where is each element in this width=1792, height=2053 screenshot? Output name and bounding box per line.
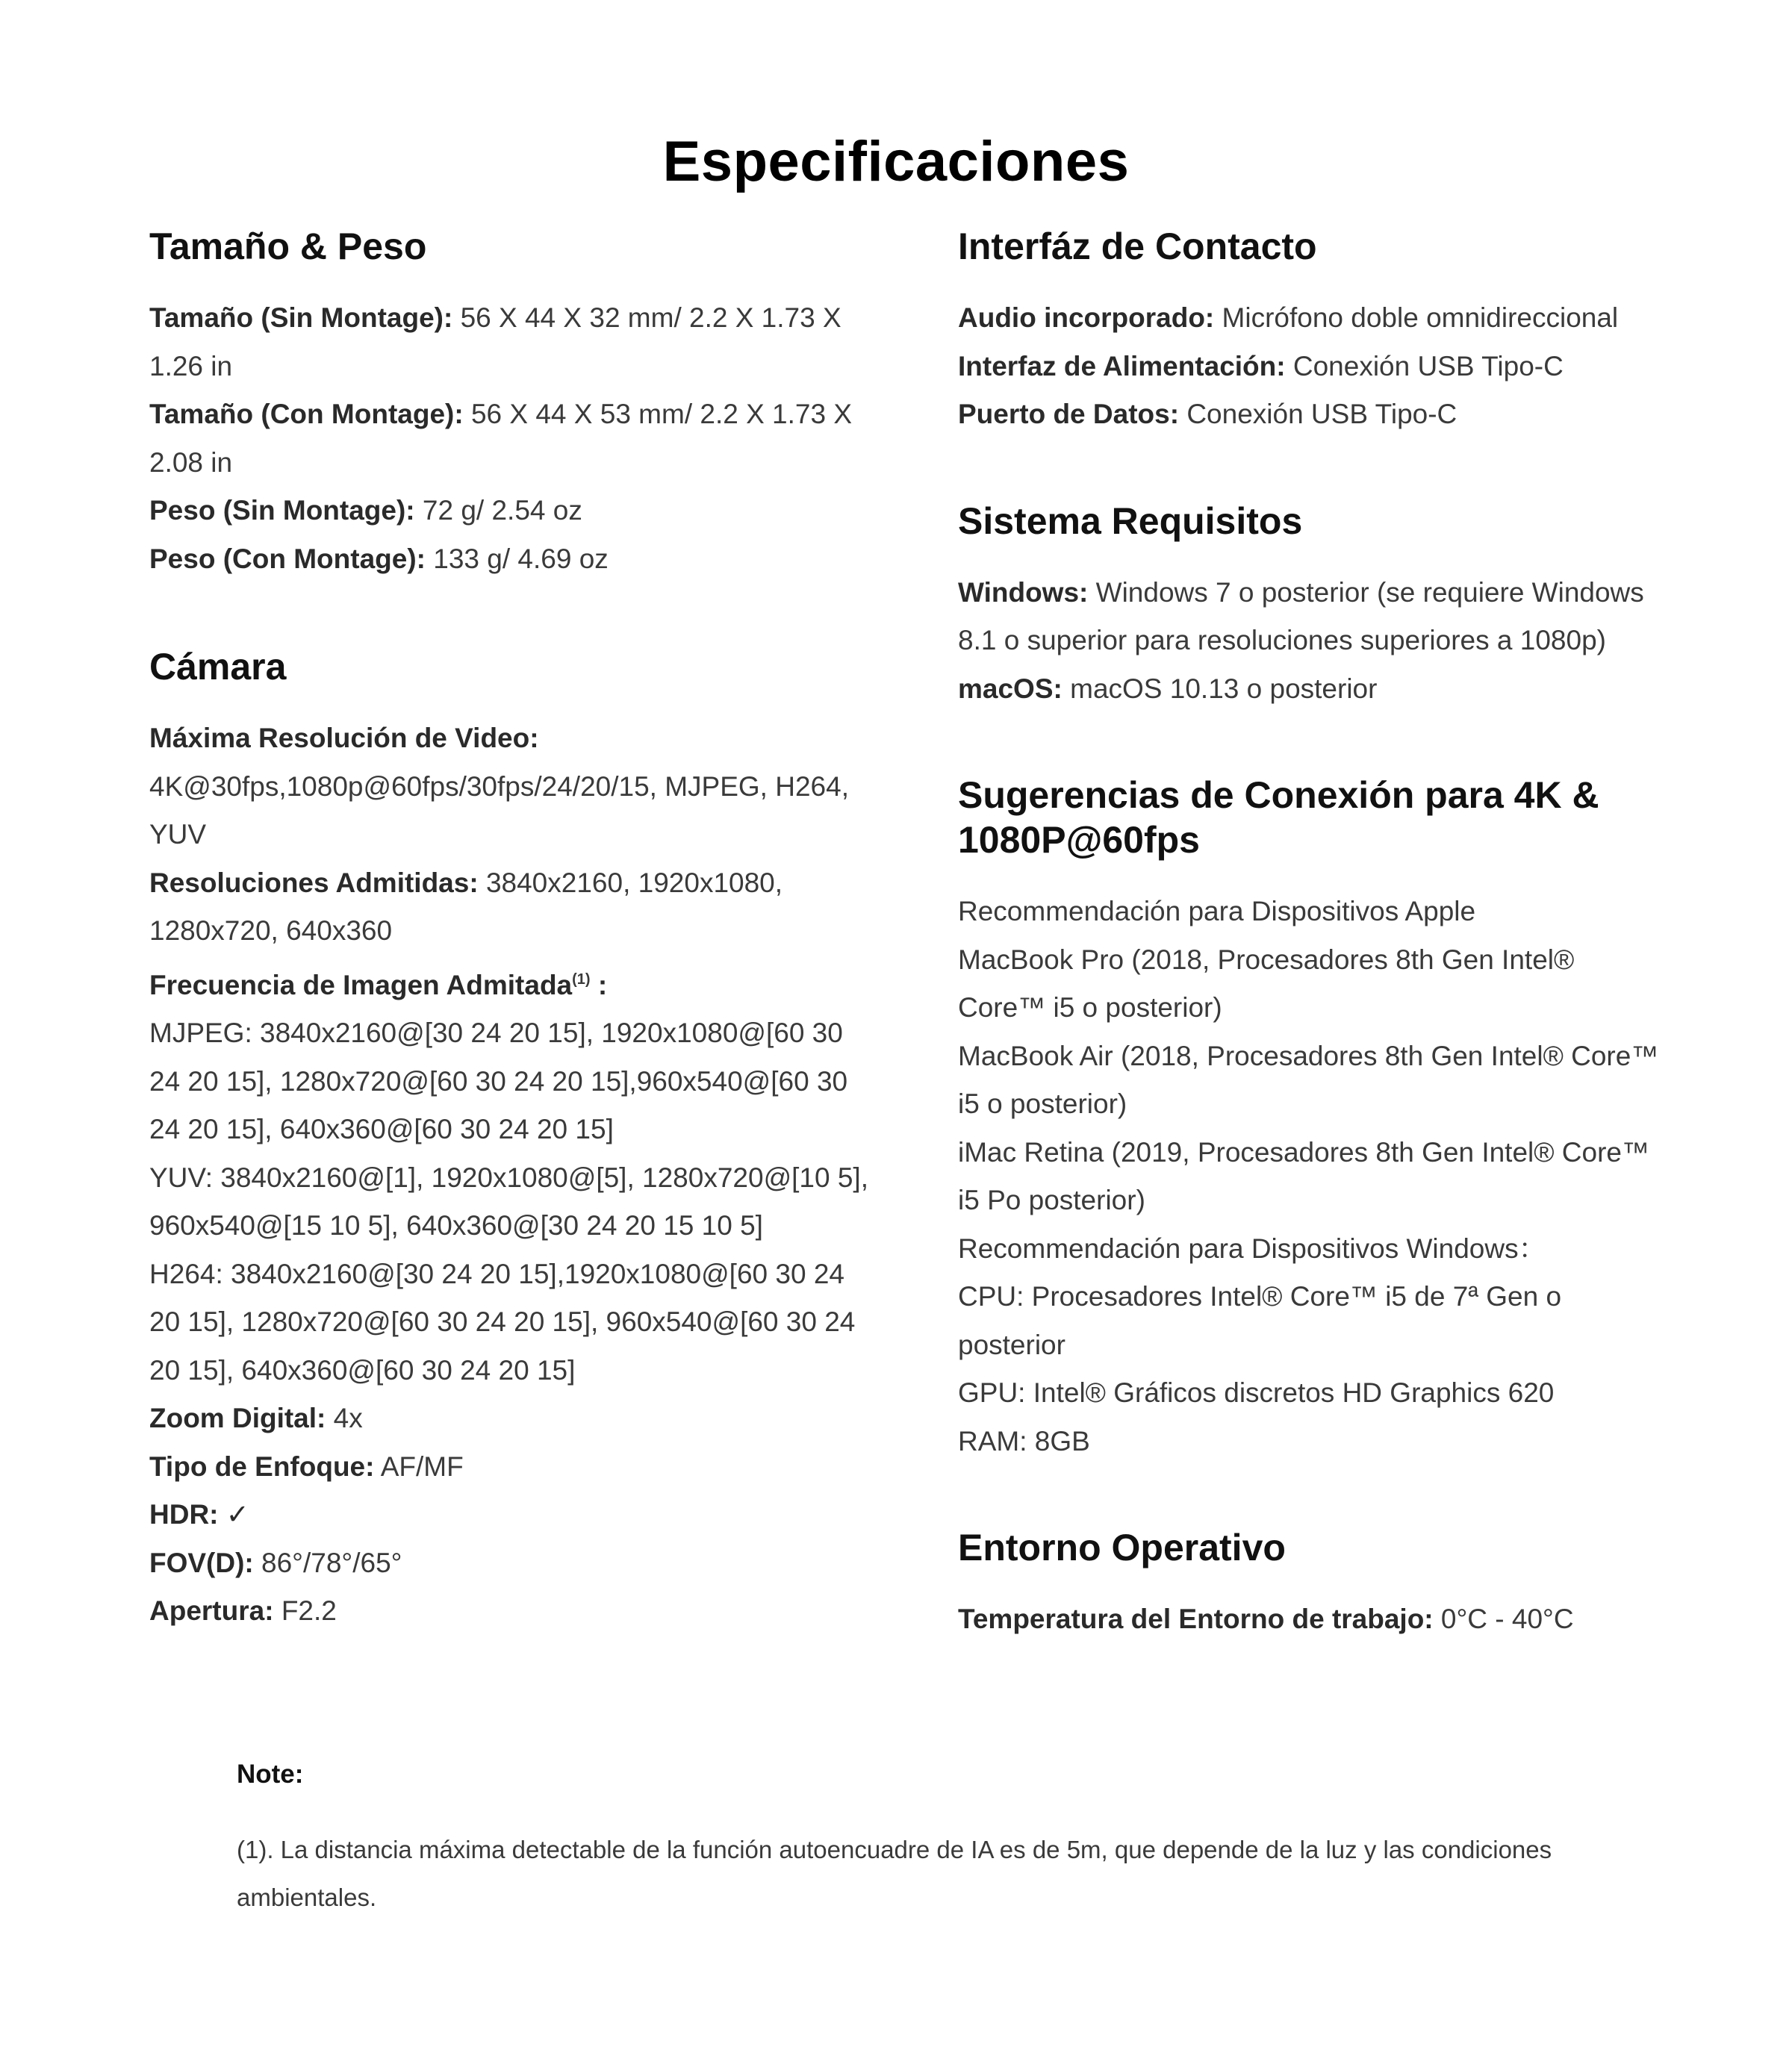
spec-row: [149, 714, 881, 763]
spec-value: Conexión USB Tipo-C: [1292, 350, 1564, 381]
spec-list: [149, 714, 881, 1636]
spec-value: 133 g/ 4.69 oz: [433, 543, 609, 574]
footnote: [237, 1756, 1581, 1922]
spec-row: [149, 535, 881, 584]
mjpeg-frame-rates: MJPEG: 3840x2160@[30 24 20 15], 1920x1080@[60 30 24 20 15], 1280x720@[60 30 24 20 15],960x540@[60 30 24 20 15], 640x360@[60 30 24 20 15]: [149, 1018, 848, 1144]
spec-row: [149, 1587, 881, 1636]
spec-value: 3840x2160, 1920x1080, 1280x720, 640x360: [149, 867, 783, 946]
camera-section: [149, 644, 881, 1636]
spec-value: Conexión USB Tipo-C: [1186, 399, 1457, 429]
list-item: MacBook Air (2018, Procesadores 8th Gen Intel® Core™ i5 o posterior): [958, 1040, 1659, 1119]
spec-row: [149, 1491, 881, 1539]
spec-label: Peso (Con Montage):: [149, 543, 426, 574]
yuv-frame-rates: YUV: 3840x2160@[1], 1920x1080@[5], 1280x720@[10 5], 960x540@[15 10 5], 640x360@[30 24 20 15 10 5]: [149, 1162, 868, 1241]
spec-label-colon: :: [590, 969, 608, 1000]
spec-value: macOS 10.13 o posterior: [1070, 673, 1378, 704]
spec-label: Windows:: [958, 576, 1089, 608]
connection-suggestions-section: [958, 773, 1660, 1465]
note-title: Note:: [237, 1760, 304, 1789]
list-item: RAM: 8GB: [958, 1425, 1090, 1457]
spec-list: [958, 888, 1660, 1465]
spec-value: 86°/78°/65°: [261, 1547, 402, 1578]
list-item: MacBook Pro (2018, Procesadores 8th Gen Intel® Core™ i5 o posterior): [958, 944, 1575, 1023]
environment-section: [958, 1525, 1660, 1644]
list-item: CPU: Procesadores Intel® Core™ i5 de 7ª Gen o posterior: [958, 1281, 1562, 1360]
interface-section: [958, 224, 1660, 439]
apple-devices-label: Recommendación para Dispositivos Apple: [958, 896, 1476, 926]
spec-label: Máxima Resolución de Video:: [149, 723, 539, 753]
list-item: GPU: Intel® Gráficos discretos HD Graphics 620: [958, 1377, 1555, 1408]
spec-label: Temperatura del Entorno de trabajo:: [958, 1604, 1434, 1634]
spec-list: [958, 294, 1660, 439]
list-item: iMac Retina (2019, Procesadores 8th Gen Intel® Core™ i5 Po posterior): [958, 1136, 1649, 1215]
spec-row: [149, 859, 881, 956]
spec-list: [149, 294, 881, 583]
right-column: [958, 224, 1660, 1644]
spec-value: AF/MF: [380, 1451, 464, 1482]
spec-list: [958, 1595, 1660, 1644]
spec-row: [149, 1539, 881, 1588]
spec-label: macOS:: [958, 673, 1063, 704]
spec-row: [149, 1395, 881, 1443]
spec-row: [149, 956, 881, 1010]
spec-row: [958, 665, 1660, 714]
spec-value: 72 g/ 2.54 oz: [422, 495, 582, 526]
spec-label: Interfaz de Alimentación:: [958, 350, 1286, 381]
section-heading: Tamaño & Peso: [149, 225, 427, 267]
page-title: Especificaciones: [662, 129, 1130, 193]
size-weight-section: [149, 224, 881, 583]
spec-value: Micrófono doble omnidireccional: [1222, 302, 1619, 333]
left-column: [149, 224, 881, 1636]
section-heading: Cámara: [149, 646, 287, 688]
spec-row: [958, 294, 1660, 343]
section-heading: Sugerencias de Conexión para 4K & 1080P@60fps: [958, 774, 1599, 861]
spec-value: 4x: [333, 1403, 363, 1433]
spec-value-block: 4K@30fps,1080p@60fps/30fps/24/20/15, MJPEG, H264, YUV: [149, 770, 849, 850]
spec-label: Resoluciones Admitidas:: [149, 867, 479, 898]
section-heading: Entorno Operativo: [958, 1527, 1286, 1568]
spec-label: Zoom Digital:: [149, 1403, 326, 1433]
spec-row: [149, 487, 881, 535]
spec-value: 56 X 44 X 32 mm/ 2.2 X 1.73 X 1.26 in: [149, 302, 841, 381]
spec-value: F2.2: [281, 1595, 337, 1626]
spec-label: Tamaño (Con Montage):: [149, 399, 464, 429]
windows-devices-label: Recommendación para Dispositivos Windows：: [958, 1233, 1546, 1264]
spec-label: Tipo de Enfoque:: [149, 1451, 375, 1482]
system-requirements-section: [958, 499, 1660, 714]
spec-label: Tamaño (Sin Montage):: [149, 302, 453, 333]
check-icon: ✓: [225, 1499, 249, 1530]
spec-list: [958, 569, 1660, 714]
spec-row: [958, 1595, 1660, 1644]
spec-label: Peso (Sin Montage):: [149, 495, 415, 526]
spec-label: Frecuencia de Imagen Admitada: [149, 969, 573, 1000]
spec-value: Windows 7 o posterior (se requiere Windows 8.1 o superior para resoluciones superiores a 1080p): [958, 576, 1644, 655]
spec-row: [149, 294, 881, 390]
spec-row: [958, 390, 1660, 439]
spec-value: 56 X 44 X 53 mm/ 2.2 X 1.73 X 2.08 in: [149, 399, 853, 478]
spec-row: [149, 1443, 881, 1492]
note-text: (1). La distancia máxima detectable de la función autoencuadre de IA es de 5m, que depende de la luz y las condiciones ambientales.: [237, 1836, 1552, 1911]
spec-row: [958, 343, 1660, 391]
section-heading: Sistema Requisitos: [958, 499, 1303, 542]
spec-label: Audio incorporado:: [958, 302, 1215, 333]
spec-label: Puerto de Datos:: [958, 399, 1180, 429]
spec-row: [958, 569, 1660, 665]
section-heading: Interfáz de Contacto: [958, 225, 1317, 267]
spec-label: HDR:: [149, 1499, 219, 1530]
spec-label: FOV(D):: [149, 1547, 254, 1578]
h264-frame-rates: H264: 3840x2160@[30 24 20 15],1920x1080@[60 30 24 20 15], 1280x720@[60 30 24 20 15], 960x540@[60 30 24 20 15], 640x360@[60 30 24 20 15]: [149, 1258, 856, 1386]
spec-label: Apertura:: [149, 1595, 274, 1626]
spec-value: 0°C - 40°C: [1440, 1604, 1574, 1634]
footnote-marker: (1): [572, 971, 591, 988]
spec-row: [149, 390, 881, 487]
